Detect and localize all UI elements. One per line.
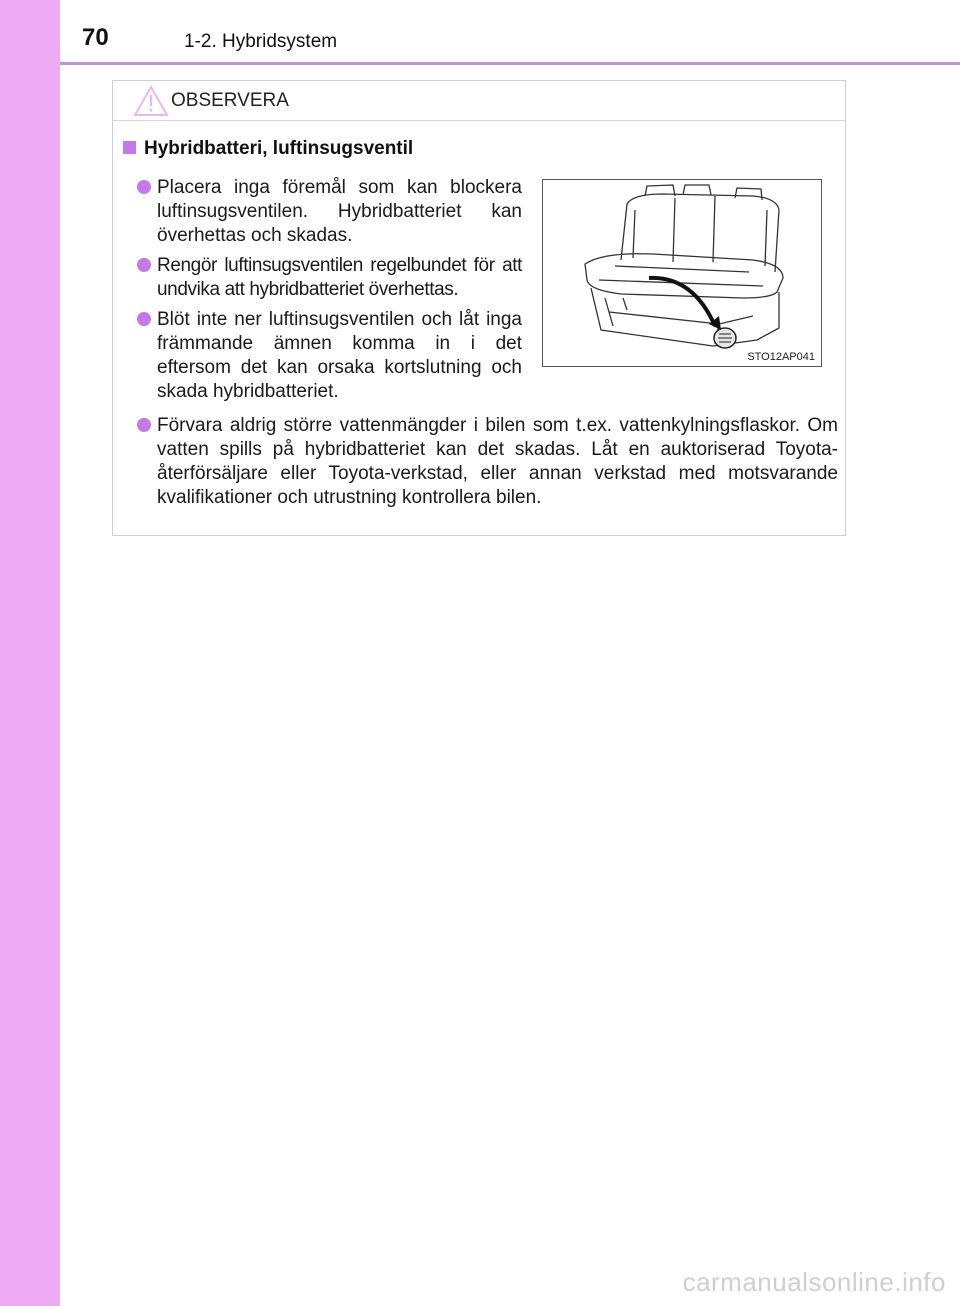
square-bullet-icon [123,141,136,154]
subheading [123,138,413,160]
list-item-text: Förvara aldrig större vattenmängder i bilen som t.ex. vattenkylningsflaskor. Om vatten spills på hybridbatteriet kan det skadas. Låt en auktoriserad Toyota-återförsäljare eller Toyota-verkstad, eller annan verkstad med motsvarande kvalifikationer och utrustning kontrollera bilen. [157,415,838,508]
subheading-text: Hybridbatteri, luftinsugsventil [144,138,414,159]
list-item-text: Blöt inte ner luftinsugsventilen och låt inga främmande ämnen komma in i det eftersom det kan orsaka kortslutning och skada hybridbatteriet. [157,309,522,402]
bullet-dot-icon [137,312,151,326]
notice-header [113,81,845,121]
bullet-dot-icon [137,418,151,432]
warning-triangle-icon [133,85,169,117]
notice-label: OBSERVERA [171,90,289,111]
air-intake-vent [714,328,736,348]
page-number: 70 [82,24,109,51]
bullet-dot-icon [137,180,151,194]
list-item-text: Rengör luftinsugsventilen regelbundet för att undvika att hybridbatteriet överhettas. [157,255,522,300]
list-item [157,254,522,302]
section-title: 1-2. Hybridsystem [184,31,338,52]
rear-seat-illustration [542,179,822,367]
list-item [157,414,838,510]
list-item-text: Placera inga föremål som kan blockera luftinsugsventilen. Hybridbatteriet kan överhettas och skadas. [157,177,522,246]
notice-box [112,80,846,536]
rear-seat-drawing [543,180,821,366]
list-item [157,176,522,248]
watermark: carmanualsonline.info [682,1267,946,1297]
list-item [157,308,522,404]
figure-code: STO12AP041 [747,351,815,363]
header-rule [60,62,960,65]
bullet-dot-icon [137,258,151,272]
side-strip [0,0,60,1306]
